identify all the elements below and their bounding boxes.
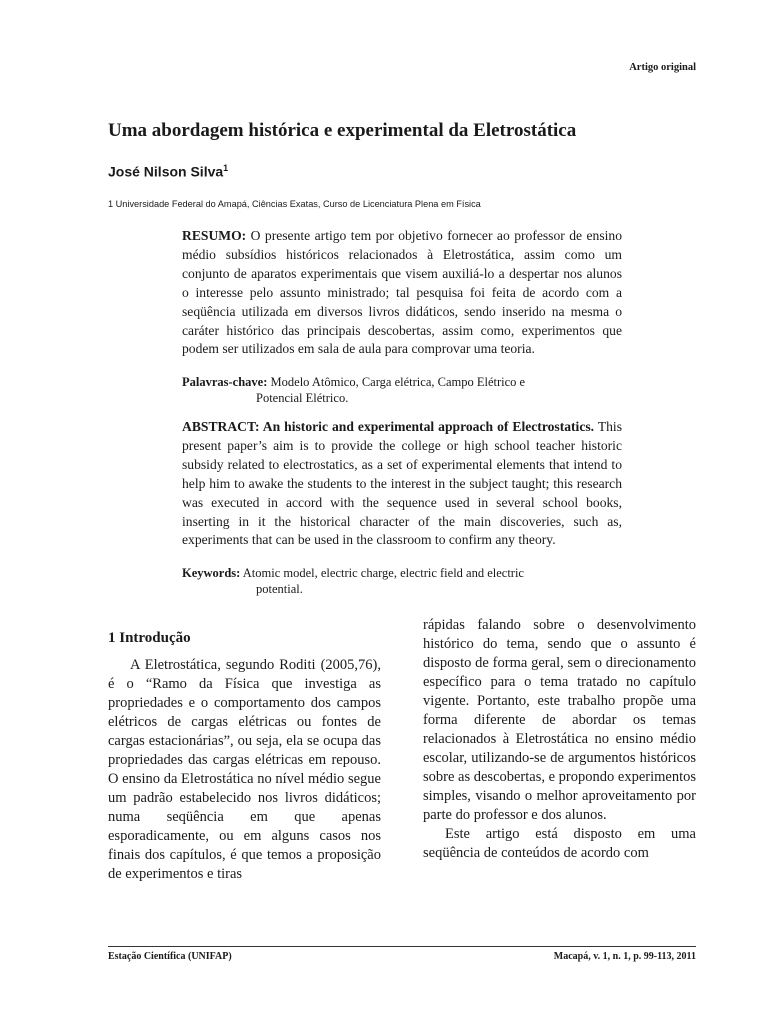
palavras-chave-label: Palavras-chave: [182, 375, 268, 389]
paper-title: Uma abordagem histórica e experimental da Eletrostática [108, 120, 577, 141]
section-heading: 1 Introdução [108, 630, 191, 646]
affiliation: 1 Universidade Federal do Amapá, Ciências Exatas, Curso de Licenciatura Plena em Física [108, 199, 481, 209]
resumo-text: O presente artigo tem por objetivo fornecer ao professor de ensino médio subsídios históricos relacionados à Eletrostática, assim como um conjunto de aparatos experimentais que visem auxiliá-lo a despertar nos alunos o interesse pelo assunto ministrado; tal pesquisa foi feita de acordo com a seqüência utilizada em diversos livros didáticos, sendo inserido na mesma o caráter histórico das principais descobertas, assim como, experimentos que podem ser utilizados em sala de aula para comprovar uma teoria. [182, 228, 622, 357]
palavras-chave-block [182, 374, 622, 406]
palavras-chave-text-2: Potencial Elétrico. [256, 391, 349, 405]
keywords-block [182, 565, 622, 597]
article-type-label: Artigo original [629, 62, 696, 73]
footer-citation: Macapá, v. 1, n. 1, p. 99-113, 2011 [553, 951, 696, 962]
keywords-label: Keywords: [182, 566, 241, 580]
left-column [108, 656, 381, 884]
author-line [108, 163, 228, 180]
intro-paragraph-1: A Eletrostática, segundo Roditi (2005,76), é o “Ramo da Física que investiga as propriedades e o comportamento dos campos elétricos de cargas elétricas ou fontes de cargas estacionárias”, ou seja, ela se ocupa das propriedades das cargas elétricas em repouso. O ensino da Eletrostática no nível médio segue um padrão estabelecido nos livros didáticos; numa seqüência em que apenas esporadicamente, ou em alguns casos nos finais dos capítulos, é que temos a proposição de experimentos e tiras [108, 657, 381, 882]
palavras-chave-text-1: Modelo Atômico, Carga elétrica, Campo Elétrico e [267, 375, 526, 389]
author-footnote-mark: 1 [223, 163, 229, 173]
abstract-block [182, 418, 622, 550]
resumo-block [182, 227, 622, 359]
keywords-text-2: potential. [256, 582, 303, 596]
footer-divider [108, 946, 696, 947]
author-name: José Nilson Silva [108, 163, 224, 180]
abstract-label: ABSTRACT: An historic and experimental approach of Electrostatics. [182, 419, 595, 434]
right-column [423, 616, 696, 863]
resumo-label: RESUMO: [182, 228, 247, 243]
footer-journal: Estação Científica (UNIFAP) [108, 951, 232, 962]
keywords-text-1: Atomic model, electric charge, electric field and electric [240, 566, 524, 580]
intro-paragraph-2: Este artigo está disposto em uma seqüência de conteúdos de acordo com [423, 826, 696, 861]
abstract-text: This present paper’s aim is to provide the college or high school teacher historic subsidy related to electrostatics, as a set of experimental elements that intend to help him to awake the students to the interest in the subject taught; this research was executed in accord with the sequence used in several school books, inserting in it the historical character of the main discoveries, such as, experiments that can be used in the classroom to confirm any theory. [182, 419, 622, 548]
intro-paragraph-continued: rápidas falando sobre o desenvolvimento histórico do tema, sendo que o assunto é disposto de forma geral, sem o direcionamento específico para o tema tratado no capítulo vigente. Portanto, este trabalho propõe uma forma diferente de abordar os temas relacionados à Eletrostática no ensino médio escolar, utilizando-se de argumentos históricos sobre as descobertas, e propondo experimentos simples, visando o melhor aproveitamento por parte do professor e dos alunos. [423, 617, 697, 823]
